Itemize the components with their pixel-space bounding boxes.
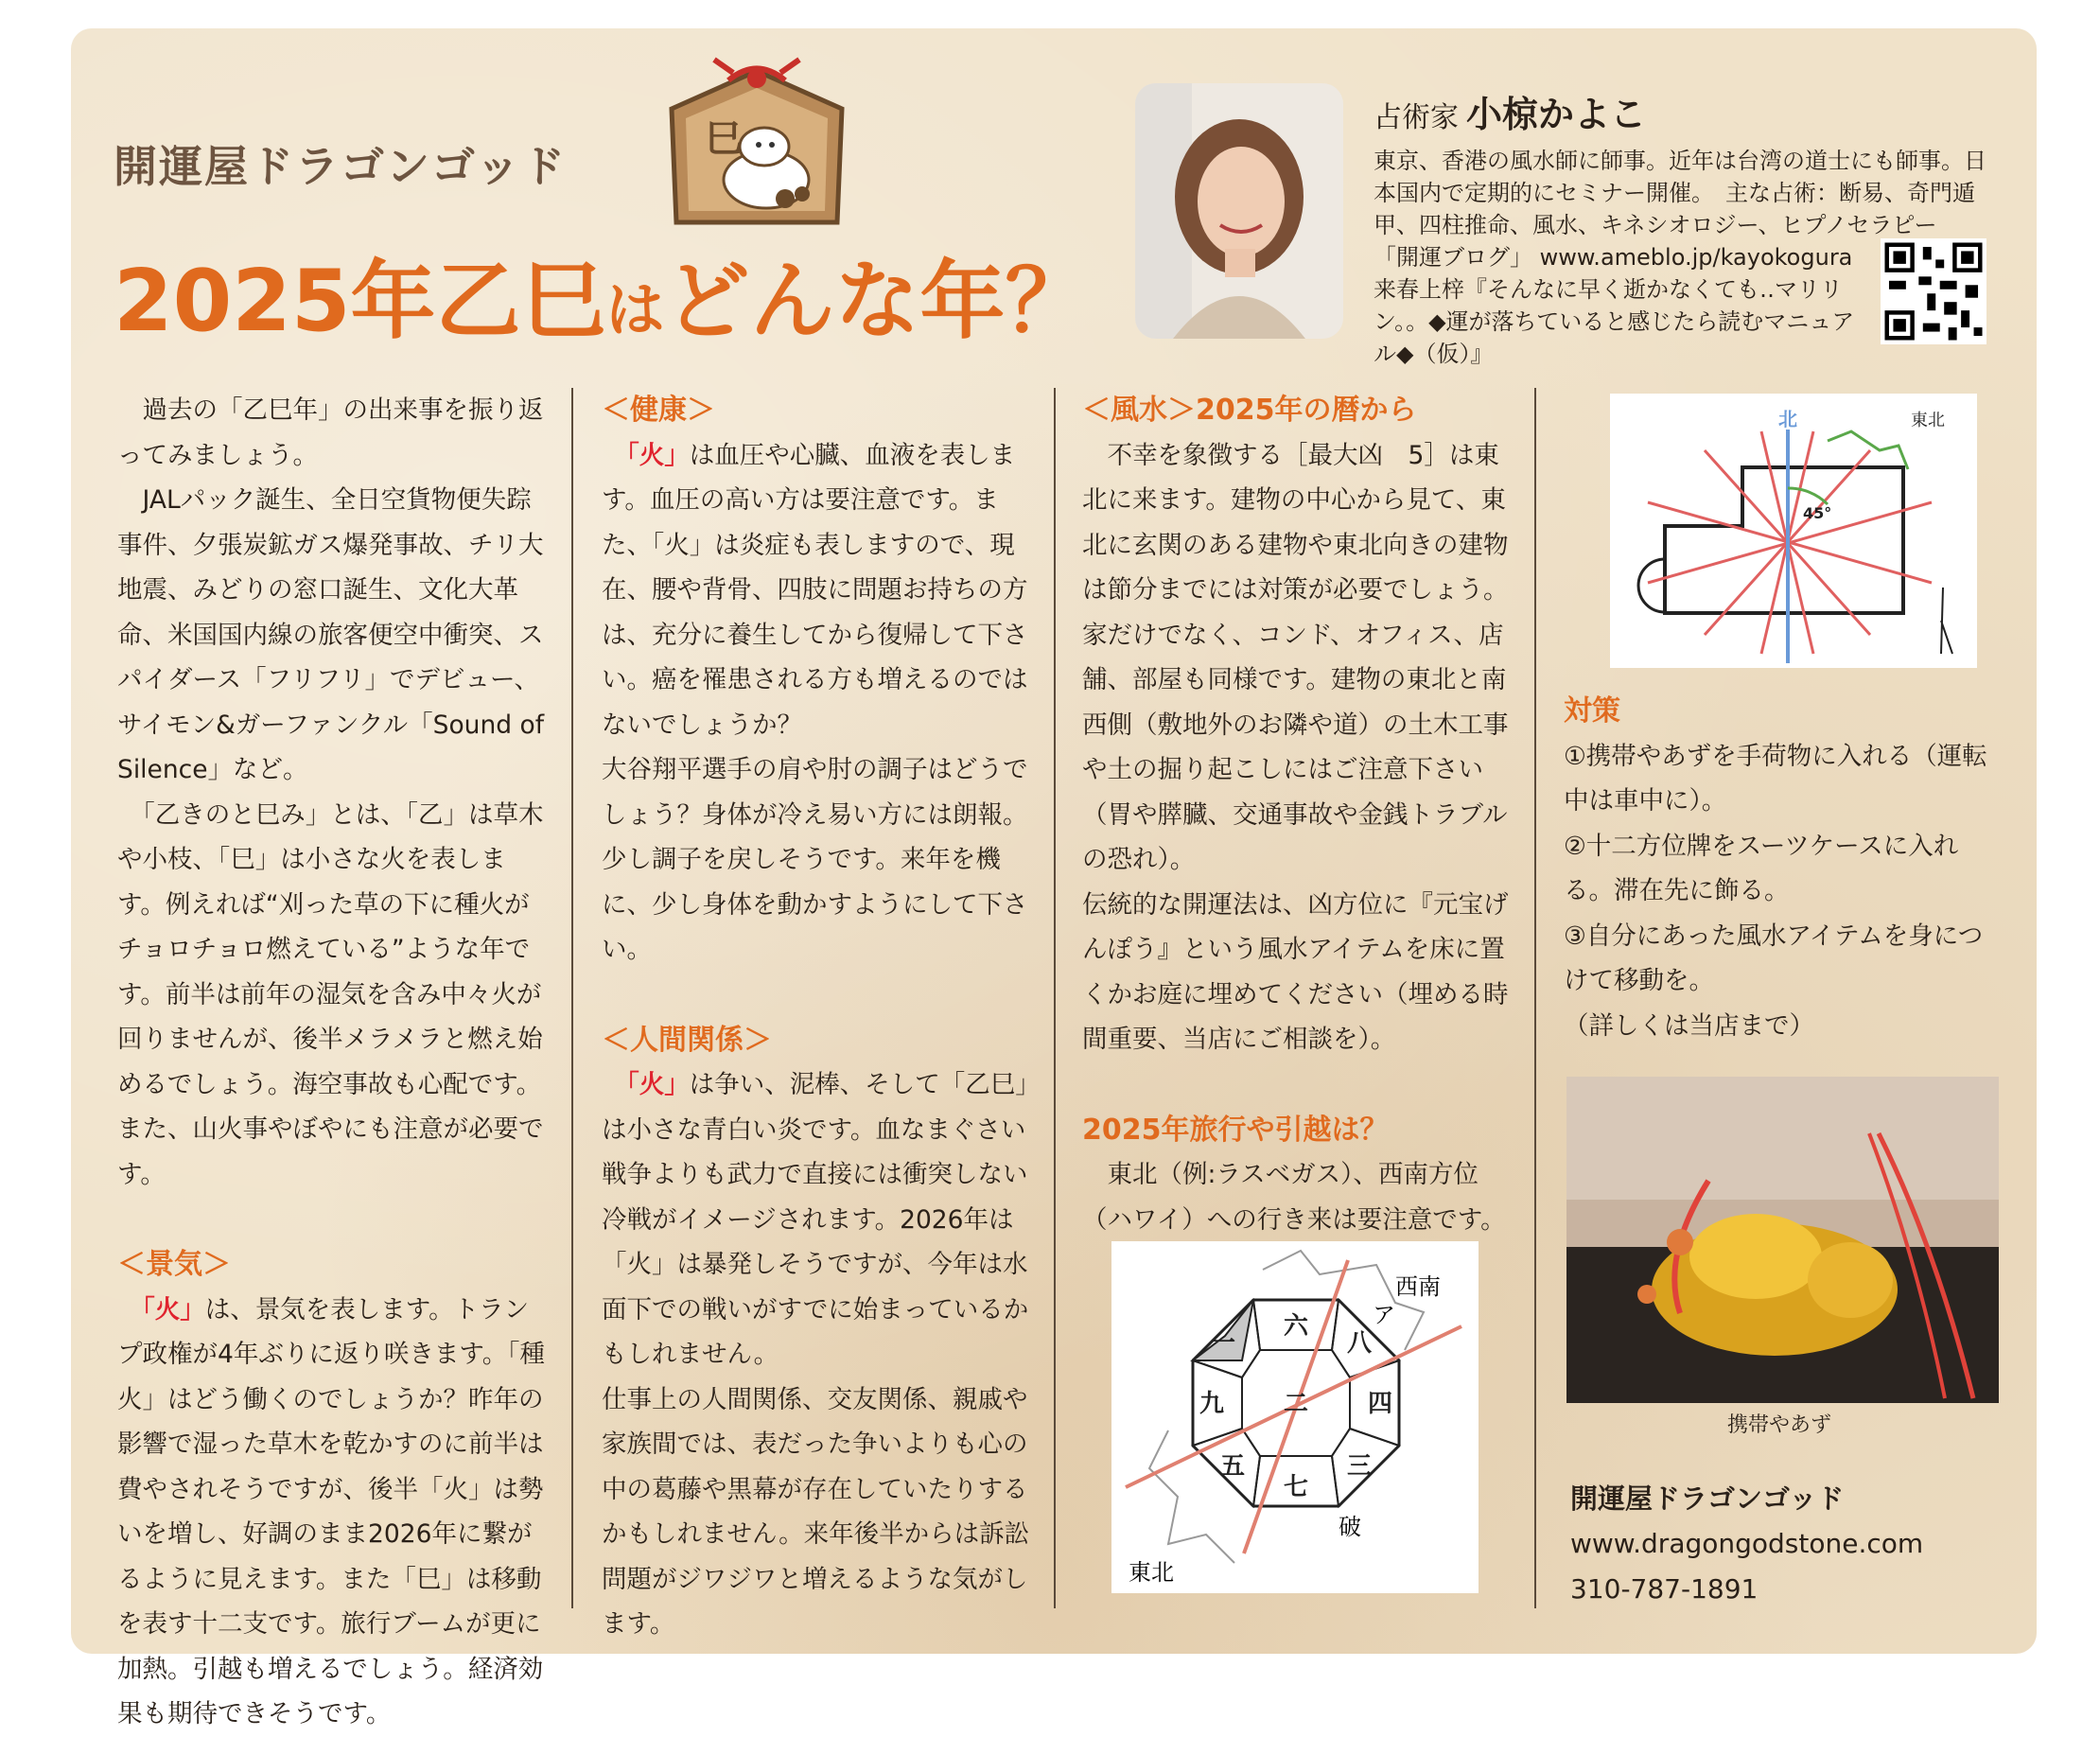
paragraph-relations: [602, 1062, 1032, 1377]
cell-n: 六: [1283, 1312, 1309, 1341]
footer-store-name: 開運屋ドラゴンゴッド: [1570, 1483, 1845, 1515]
column-divider: [1054, 388, 1056, 1608]
title-small: は: [605, 275, 665, 344]
cell-center: 二: [1283, 1390, 1309, 1418]
pixiu-charm-photo: [1566, 1077, 1999, 1403]
paragraph-kinoto-mi: 「乙きのと巳み」とは、「乙」は草木や小枝、「巳」は小さな火を表します。例えれば“刈った草の下に種火がチョロチョロ燃えている”ような年です。前半は前年の湿気を含み中々火が回りませんが、後半メラメラと燃え始めるでしょう。海空事故も心配です。また、山火事やぼやにも注意が必要です。: [117, 799, 544, 1189]
floorplan-diagram: [1610, 394, 1977, 668]
relations-text: は争い、泥棒、そして「乙巳」は小さな青白い炎です。血なまぐさい戦争よりも武力で直接には衝突しない冷戦がイメージされます。2026年は「火」は暴発しそうですが、今年は水面下での戦いがすでに始まっているかもしれません。: [602, 1070, 1029, 1369]
footer: [1570, 1476, 1923, 1612]
label-ne: 東北: [1129, 1559, 1174, 1586]
northeast-label: 東北: [1911, 411, 1945, 430]
angle-label: 45°: [1803, 504, 1832, 522]
heading-relations: ＜人間関係＞: [602, 1023, 772, 1057]
flying-star-diagram: [1111, 1241, 1479, 1593]
paragraph-travel: 東北（例:ラスベガス）、西南方位（ハワイ）への行き来は要注意です。: [1082, 1160, 1506, 1235]
column-2: [602, 388, 1032, 1647]
paragraph-fengshui-2: 伝統的な開運法は、凶方位に『元宝げんぽう』という風水アイテムを床に置くかお庭に埋めてください（埋める時間重要、当店にご相談を）。: [1082, 889, 1509, 1054]
column-1: [117, 388, 547, 1737]
measure-3: ③自分にあった風水アイテムを身につけて移動を。: [1564, 921, 1984, 995]
health-text: は血圧や心臓、血液を表します。血圧の高い方は要注意です。また、「火」は炎症も表しますので、現在、腰や背骨、四肢に問題お持ちの方は、充分に養生してから復帰して下さい。癌を罹患される方も増えるのではないでしょうか？: [602, 440, 1028, 740]
column-divider: [1534, 388, 1536, 1608]
footer-url[interactable]: www.dragongodstone.com: [1570, 1528, 1924, 1559]
heading-health: ＜健康＞: [602, 394, 715, 427]
paragraph-events: JALパック誕生、全日空貨物便失踪事件、夕張炭鉱ガス爆発事故、チリ大地震、みどりの窓口誕生、文化大革命、米国国内線の旅客便空中衝突、スパイダース「フリフリ」でデビュー、サイモン&ガーファンクル「Sound of Silence」など。: [117, 485, 545, 784]
column-divider: [571, 388, 573, 1608]
economy-text: は、景気を表します。トランプ政権が4年ぶりに返り咲きます。「種火」はどう働くのでしょうか？昨年の影響で湿った草木を乾かすのに前半は費やされそうですが、後半「火」は勢いを増し、好調のまま2026年に繋がるように見えます。また「巳」は移動を表す十二支です。旅行ブームが更に加熱。引越も増えるでしょう。経済効果も期待できそうです。: [117, 1294, 545, 1728]
author-photo: [1135, 83, 1343, 339]
title-end: どんな年？: [664, 252, 1091, 351]
measure-2: ②十二方位牌をスーツケースに入れる。滞在先に飾る。: [1564, 831, 1959, 905]
page-title: [114, 232, 1091, 355]
label-a: ア: [1373, 1302, 1395, 1328]
fire-label: 「火」: [142, 1294, 205, 1325]
author-role: 占術家: [1374, 101, 1459, 134]
author-blog: 「開運ブログ」 www.ameblo.jp/kayokogura: [1374, 244, 1853, 271]
measure-1: ①携帯やあずを手荷物に入れる（運転中は車中に）。: [1564, 741, 1987, 816]
paragraph-relations-2: 仕事上の人間関係、交友関係、親戚や家族間では、表だった争いよりも心の中の葛藤や黒幕が存在していたりするかもしれません。来年後半からは訴訟問題がジワジワと増えるような気がします。: [602, 1384, 1030, 1639]
store-name: 開運屋ドラゴンゴッド: [114, 141, 568, 192]
cell-nw: 一: [1210, 1329, 1236, 1358]
north-label: 北: [1778, 408, 1797, 430]
author-book: 来春上梓『そんなに早く逝かなくても‥マリリン。。◆運が落ちていると感じたら読むマニュアル◆（仮）』: [1374, 276, 1855, 367]
heading-fengshui: ＜風水＞2025年の暦から: [1082, 394, 1417, 427]
cell-e: 四: [1367, 1390, 1393, 1418]
column-3: [1082, 388, 1513, 1242]
paragraph-fengshui: 不幸を象徴する［最大凶 5］は東北に来ます。建物の中心から見て、東北に玄関のある建物や東北向きの建物は節分までには対策が必要でしょう。家だけでなく、コンド、オフィス、店舗、部屋も同様です。建物の東北と南西側（敷地外のお隣や道）の土木工事や土の掘り起こしにはご注意下さい（胃や膵臓、交通事故や金銭トラブルの恐れ）。: [1082, 440, 1509, 874]
cell-w: 九: [1199, 1390, 1225, 1418]
author-bio: 東京、香港の風水師に師事。近年は台湾の道士にも師事。日本国内で定期的にセミナー開催。 主な占術：断易、奇門遁甲、四柱推命、風水、キネシオロジー、ヒプノセラピー: [1374, 148, 1986, 238]
paragraph-intro: 過去の「乙巳年」の出来事を振り返ってみましょう。: [117, 395, 544, 470]
cell-s: 七: [1283, 1473, 1309, 1501]
paragraph-health-2: 大谷翔平選手の肩や肘の調子はどうでしょう？身体が冷え易い方には朗報。少し調子を戻しそうです。来年を機に、少し身体を動かすようにして下さい。: [602, 755, 1028, 964]
measure-4: （詳しくは当店まで）: [1564, 1010, 1814, 1041]
heading-measures: 対策: [1564, 694, 1620, 728]
heading-travel: 2025年旅行や引越は？: [1082, 1113, 1389, 1147]
paragraph-economy: [117, 1288, 547, 1737]
fire-label: 「火」: [626, 440, 690, 470]
fire-label: 「火」: [626, 1070, 690, 1099]
author-name: 小椋かよこ: [1466, 94, 1647, 135]
cell-ne: 八: [1346, 1329, 1373, 1358]
label-ha: 破: [1339, 1514, 1361, 1540]
heading-economy: ＜景気＞: [117, 1248, 231, 1281]
column-4: [1564, 689, 1999, 1048]
badge-char: 巳: [705, 117, 743, 161]
snake-ema-badge: [653, 52, 861, 232]
footer-phone[interactable]: 310-787-1891: [1570, 1573, 1759, 1605]
label-sw: 西南: [1395, 1273, 1441, 1300]
title-main: 2025年乙巳: [114, 252, 606, 351]
cell-sw: 五: [1219, 1452, 1246, 1481]
qr-code[interactable]: [1881, 238, 1986, 344]
photo-caption: 携帯やあず: [1727, 1413, 1832, 1437]
cell-se: 三: [1346, 1452, 1373, 1481]
paragraph-health: [602, 433, 1032, 748]
